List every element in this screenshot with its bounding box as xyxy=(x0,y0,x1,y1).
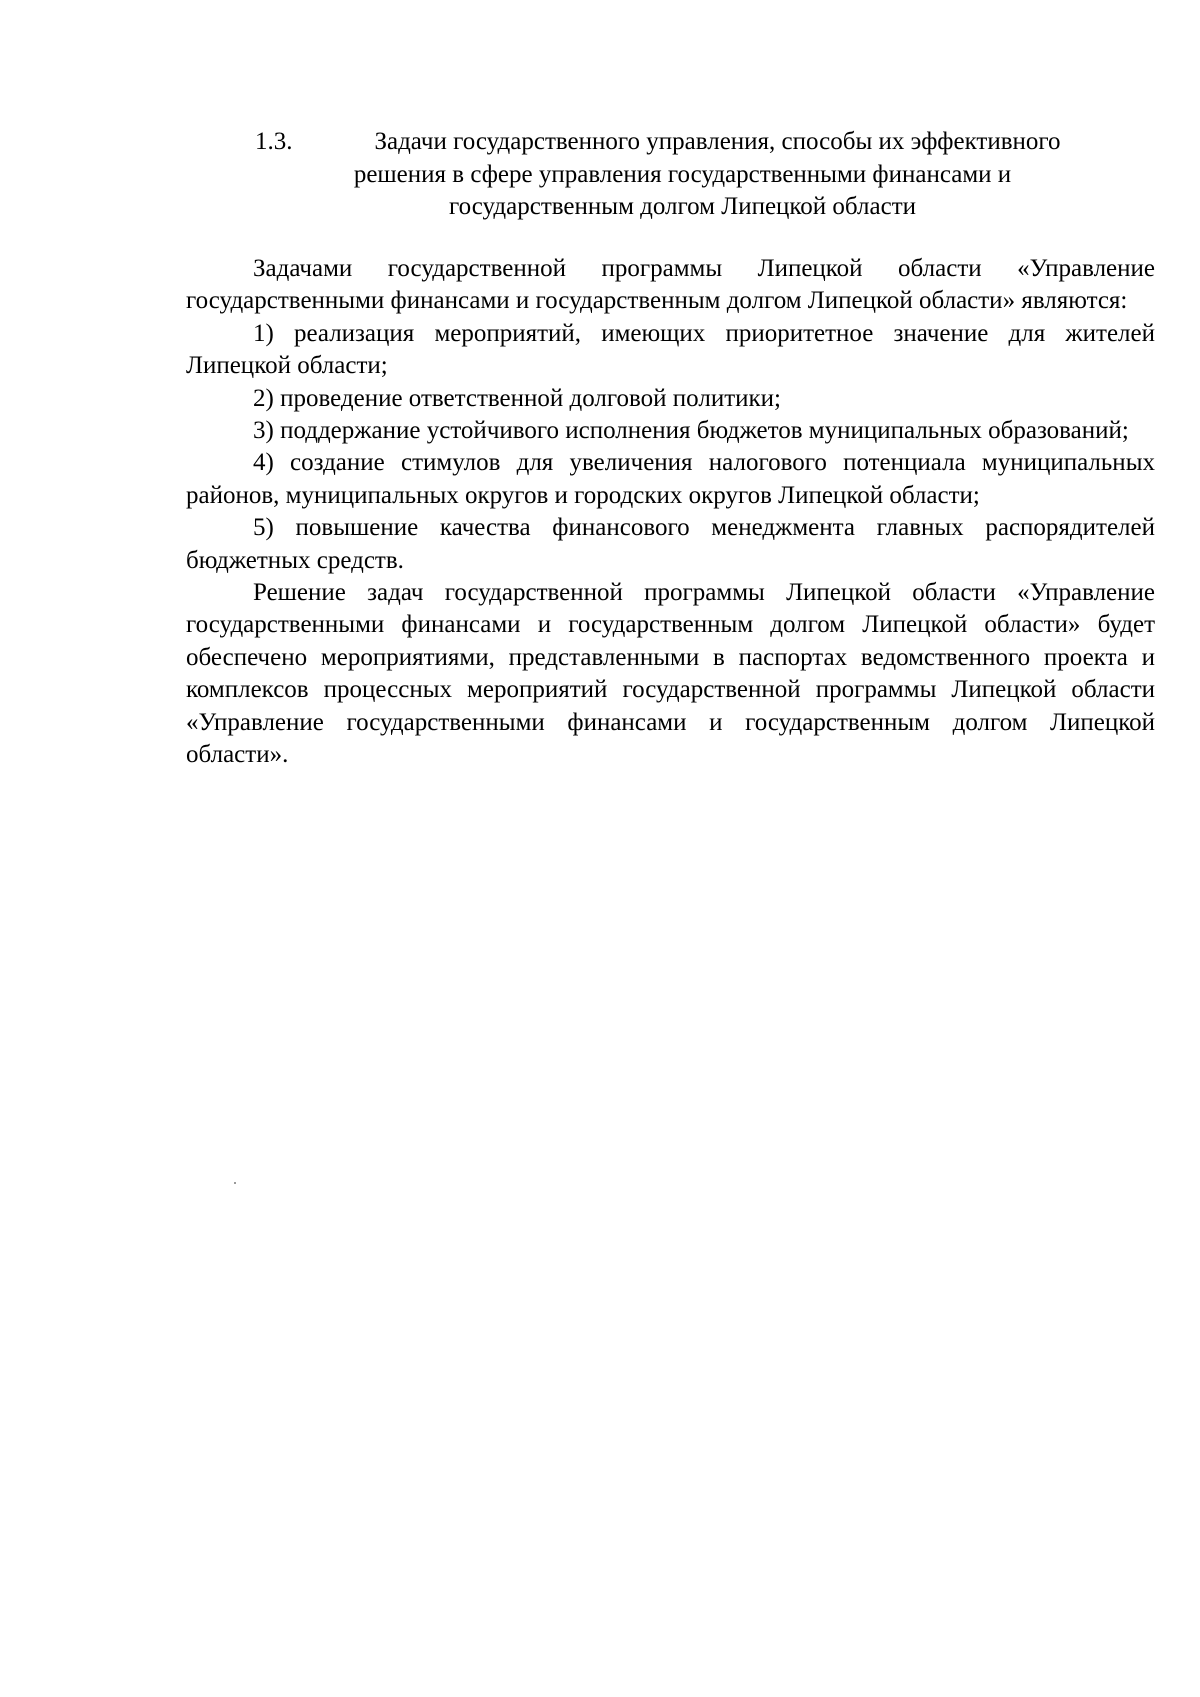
section-title-line-2: решения в сфере управления государственными финансами и xyxy=(353,160,1012,188)
scan-speck xyxy=(234,1182,236,1184)
task-item-5: 5) повышение качества финансового менеджмента главных распорядителей бюджетных средств. xyxy=(186,514,1155,574)
body-text xyxy=(186,253,1155,772)
section-title-line-3: государственным долгом Липецкой области xyxy=(448,193,917,220)
section-heading xyxy=(255,126,1110,224)
task-item-4: 4) создание стимулов для увеличения налогового потенциала муниципальных районов, муниципальных округов и городских округов Липецкой области; xyxy=(186,449,1155,509)
section-title-line-1: Задачи государственного управления, способы их эффективного xyxy=(374,128,1061,155)
intro-paragraph: Задачами государственной программы Липецкой области «Управление государственными финансами и государственным долгом Липецкой области» являются: xyxy=(186,255,1155,315)
conclusion-paragraph: Решение задач государственной программы Липецкой области «Управление государственными финансами и государственным долгом Липецкой области» будет обеспечено мероприятиями, представленными в паспортах ведомственного проекта и комплексов процессных мероприятий государственной программы Липецкой области «Управление государственными финансами и государственным долгом Липецкой области». xyxy=(186,579,1155,769)
task-item-3: 3) поддержание устойчивого исполнения бюджетов муниципальных образований; xyxy=(253,417,1129,445)
task-item-1: 1) реализация мероприятий, имеющих приоритетное значение для жителей Липецкой области; xyxy=(186,319,1155,380)
task-item-2: 2) проведение ответственной долговой политики; xyxy=(253,384,781,412)
section-number: 1.3. xyxy=(255,128,293,155)
